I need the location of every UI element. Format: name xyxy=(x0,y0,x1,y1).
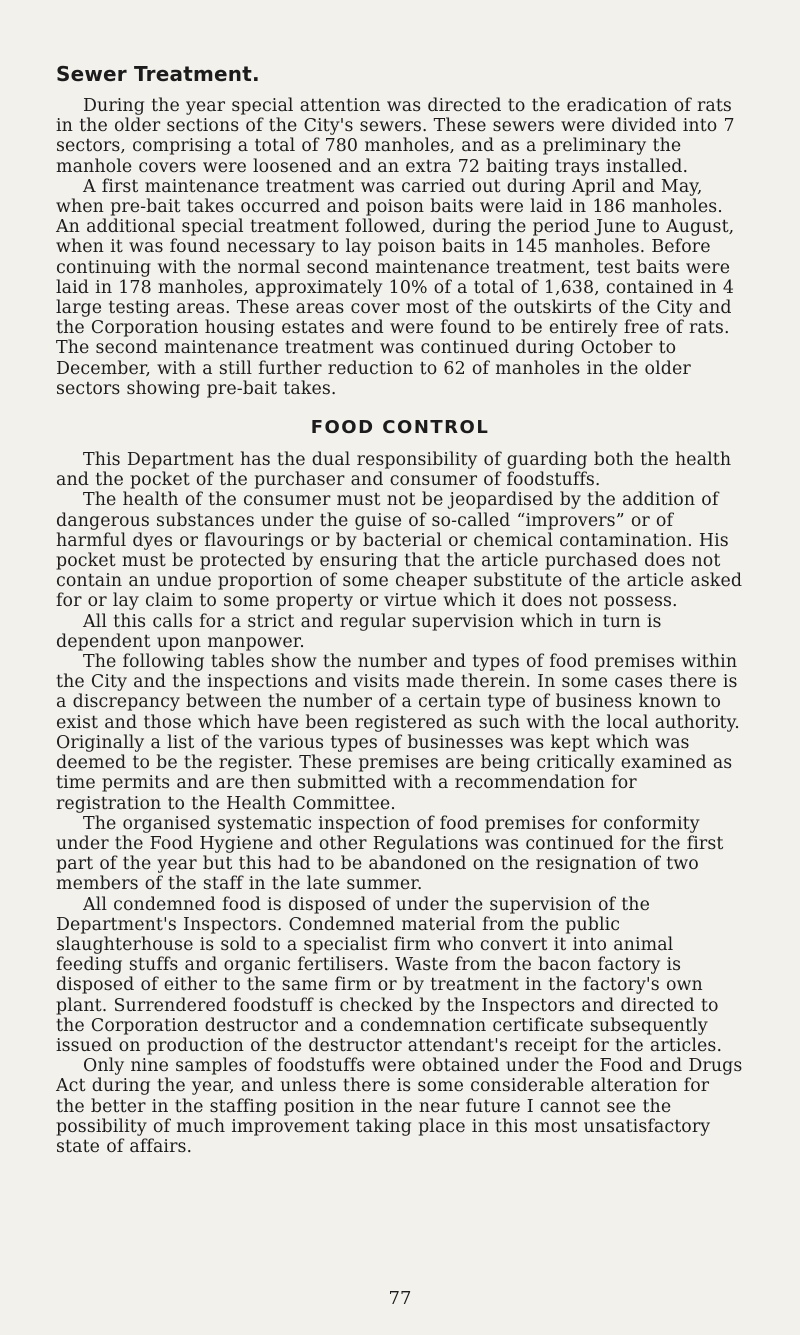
body-paragraph: The following tables show the number and types of food premises within the City and the inspections and visits made therein. In some cases there is a discrepancy between the number of a certain type of business known to exist and those which have been registered as such with the local authority. Originally a list of the various types of businesses was kept which was deemed to be the register. These premises are being critically examined as time permits and are then submitted with a recommendation for registration to the Health Committee. xyxy=(56,652,740,814)
body-paragraph: The organised systematic inspection of food premises for conformity under the Food Hygiene and other Regulations was continued for the first part of the year but this had to be abandoned on the resignation of two members of the staff in the late summer. xyxy=(56,813,724,895)
body-paragraph: A first maintenance treatment was carried out during April and May, when pre-bait takes occurred and poison baits were laid in 186 manholes. An additional special treatment followed, during the period June to August, when it was found necessary to lay poison baits in 145 manholes. Before continuing with the normal second maintenance treatment, test baits were laid in 178 manholes, approximately 10% of a total of 1,638, contained in 4 large testing areas. These areas cover most of the outskirts of the City and the Corporation housing estates and were found to be entirely free of rats. The second maintenance treatment was continued during October to December, with a still further reduction to 62 of manholes in the older sectors showing pre-bait takes. xyxy=(56,176,735,399)
body-paragraph: This Department has the dual responsibility of guarding both the health and the pocket of the purchaser and consumer of foodstuffs. xyxy=(56,450,732,491)
page-number: 77 xyxy=(388,1288,412,1309)
body-paragraph: All condemned food is disposed of under the supervision of the Department's Inspectors. Condemned material from the public slaughterhouse is sold to a specialist firm who convert it into animal feeding stuffs and organic fertilisers. Waste from the bacon factory is disposed of either to the same firm or by treatment in the factory's own plant. Surrendered foodstuff is checked by the Inspectors and directed to the Corporation destructor and a condemnation certificate subsequently issued on production of the destructor attendant's receipt for the articles. xyxy=(56,894,723,1056)
food-control-heading: FOOD CONTROL xyxy=(310,417,490,439)
body-paragraph: During the year special attention was directed to the eradication of rats in the older sections of the City's sewers. These sewers were divided into 7 sectors, comprising a total of 780 manholes, and as a preliminary the manhole covers were loosened and an extra 72 baiting trays installed. xyxy=(56,96,735,177)
body-paragraph: All this calls for a strict and regular supervision which in turn is dependent upon manpower. xyxy=(56,611,662,652)
sewer-treatment-heading: Sewer Treatment. xyxy=(56,62,260,86)
body-paragraph: Only nine samples of foodstuffs were obtained under the Food and Drugs Act during the year, and unless there is some considerable alteration for the better in the staffing position in the near future I cannot see the possibility of much improvement taking place in this most unsatisfactory state of affairs. xyxy=(56,1056,743,1157)
body-paragraph: The health of the consumer must not be jeopardised by the addition of dangerous substances under the guise of so-called “improvers” or of harmful dyes or flavourings or by bacterial or chemical contamination. His pocket must be protected by ensuring that the article purchased does not contain an undue proportion of some cheaper substitute of the article asked for or lay claim to some property or virtue which it does not possess. xyxy=(56,490,743,612)
food-control-body xyxy=(56,450,744,1157)
sewer-treatment-body xyxy=(56,96,744,399)
